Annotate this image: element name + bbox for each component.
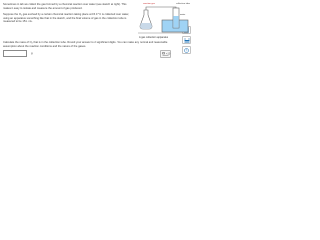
periodic-table-button[interactable] xyxy=(182,36,191,44)
collection-tube-label: collection tube xyxy=(176,3,190,5)
answer-row xyxy=(3,50,33,57)
water-label: water xyxy=(180,14,186,16)
answer-input[interactable] xyxy=(3,50,27,57)
delivery-tube xyxy=(146,7,176,19)
collection-tube-water xyxy=(173,16,178,28)
svg-text:?: ? xyxy=(185,48,188,53)
gas-collection-diagram xyxy=(136,2,190,36)
question-setup: Suppose the O₂ gas evolved by a certain chemical reaction taking place at 15.0 °C is collected over water, using an apparatus something like that in the sketch, and the final volume of gas in the collection tube is measured to be 151. mL. xyxy=(3,13,130,24)
help-button[interactable] xyxy=(182,46,191,54)
svg-text:×10: ×10 xyxy=(166,52,171,55)
help-icon xyxy=(184,48,189,53)
diagram-caption: A gas collection apparatus xyxy=(139,36,169,39)
periodic-table-icon xyxy=(184,38,190,43)
question-intro: Sometimes in lab we collect the gas formed by a chemical reaction over water (see sketch at right). This makes it easy to isolate and measure the amount of gas produced. xyxy=(3,3,127,10)
answer-unit: g xyxy=(31,52,33,55)
question-task: Calculate the mass of O₂ that is in the collection tube. Round your answer to 2 significant digits. You can make any normal and reasonable assumption about the reaction conditions and the nature of the gases. xyxy=(3,41,168,48)
flask-liquid xyxy=(140,23,152,29)
question-panel xyxy=(0,0,200,94)
reaction-gas-label: reaction gas xyxy=(143,3,155,5)
unit-tools-button[interactable] xyxy=(160,50,171,58)
unit-tools-icon xyxy=(162,52,169,57)
